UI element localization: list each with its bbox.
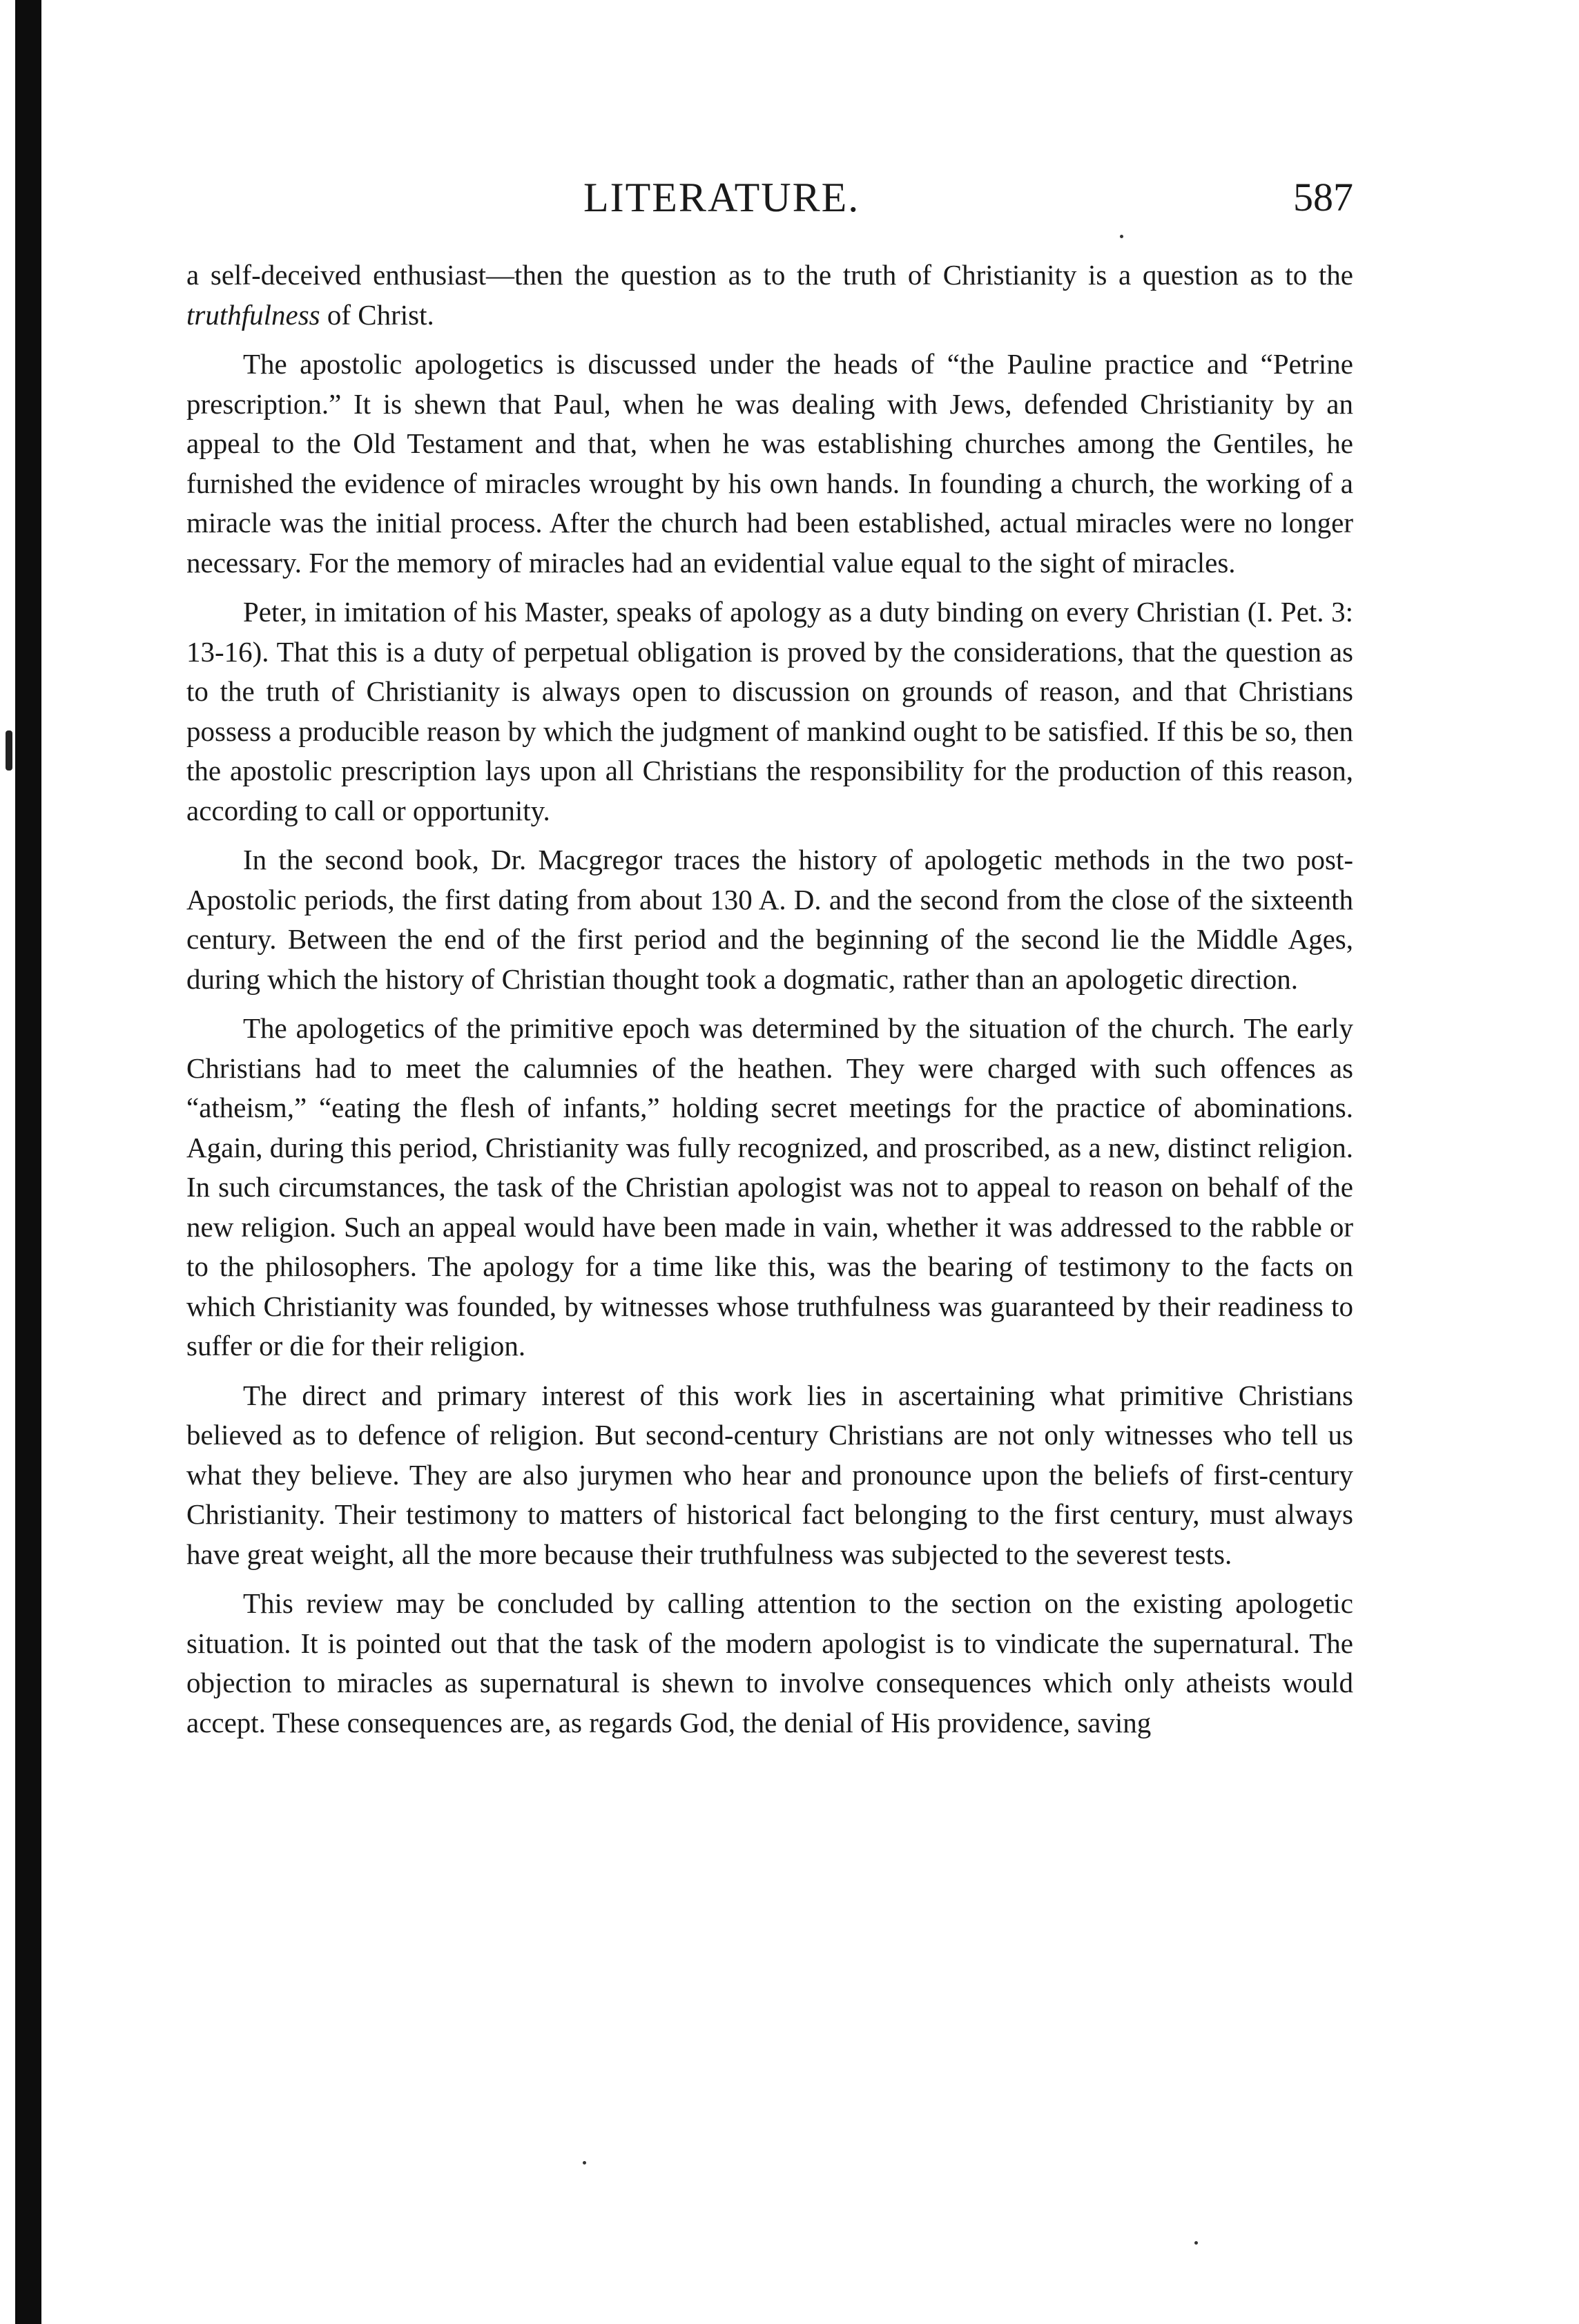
paragraph-6: The direct and primary interest of this work lies in ascertaining what primitive Christians believed as to defence of religion. But second-century Christians are not only witnesses who tell us what they believe. They are also jurymen who hear and pronounce upon the beliefs of first-century Christianity. Their testimony to matters of historical fact belonging to the first century, must always have great weight, all the more because their truthfulness was subjected to the severest tests.	[186, 1379, 1353, 1570]
margin-mark	[6, 730, 12, 771]
ink-speck	[583, 2161, 586, 2165]
paragraph-2: The apostolic apologetics is discussed under the heads of “the Pauline practice and “Petrine prescription.” It is shewn that Paul, when he was dealing with Jews, defended Christianity by an appeal to the Old Testament and that, when he was establishing churches among the Gentiles, he furnished the evidence of miracles wrought by his own hands. In founding a church, the working of a miracle was the initial process. After the church had been established, actual miracles were no longer necessary. For the memory of miracles had an evidential value equal to the sight of miracles.	[186, 348, 1353, 579]
paragraph-1-text-end: of Christ.	[320, 298, 434, 331]
ink-speck	[1120, 235, 1123, 238]
page-binding-edge	[15, 0, 41, 2324]
paragraph-1-text: a self-deceived enthusiast—then the question as to the truth of Christianity is a question as to the	[186, 259, 1353, 291]
paragraph-4: In the second book, Dr. Macgregor traces the history of apologetic methods in the two post-Apostolic periods, the first dating from about 130 A. D. and the second from the close of the sixteenth century. Between the end of the first period and the beginning of the second lie the Middle Ages, during which the history of Christian thought took a dogmatic, rather than an apologetic direction.	[186, 844, 1353, 995]
page-number: 587	[1293, 175, 1353, 220]
paragraph-7: This review may be concluded by calling attention to the section on the existing apologetic situation. It is pointed out that the task of the modern apologist is to vindicate the supernatural. The objection to miracles as supernatural is shewn to involve consequences which only atheists would accept. These consequences are, as regards God, the denial of His providence, saving	[186, 1587, 1353, 1739]
running-title: LITERATURE.	[583, 175, 860, 220]
ink-speck	[1194, 2241, 1198, 2245]
paragraph-1	[186, 255, 1353, 335]
paragraph-5: The apologetics of the primitive epoch was determined by the situation of the church. The early Christians had to meet the calumnies of the heathen. They were charged with such offences as “atheism,” “eating the flesh of infants,” holding secret meetings for the practice of abominations. Again, during this period, Christianity was fully recognized, and proscribed, as a new, distinct religion. In such circumstances, the task of the Christian apologist was not to appeal to reason on behalf of the new religion. Such an appeal would have been made in vain, whether it was addressed to the rabble or to the philosophers. The apology for a time like this, was the bearing of testimony to the facts on which Christianity was founded, by witnesses whose truthfulness was guaranteed by their readiness to suffer or die for their religion.	[186, 1012, 1353, 1362]
running-header	[186, 170, 1353, 225]
paragraph-3: Peter, in imitation of his Master, speaks of apology as a duty binding on every Christian (I. Pet. 3: 13-16). That this is a duty of perpetual obligation is proved by the considerations, that the question as to the truth of Christianity is always open to discussion on grounds of reason, and that Christians possess a producible reason by which the judgment of mankind ought to be satisfied. If this be so, then the apostolic prescription lays upon all Christians the responsibility for the production of this reason, according to call or opportunity.	[186, 596, 1353, 826]
italic-emphasis: truthfulness	[186, 298, 320, 331]
body-text	[186, 255, 1353, 1743]
